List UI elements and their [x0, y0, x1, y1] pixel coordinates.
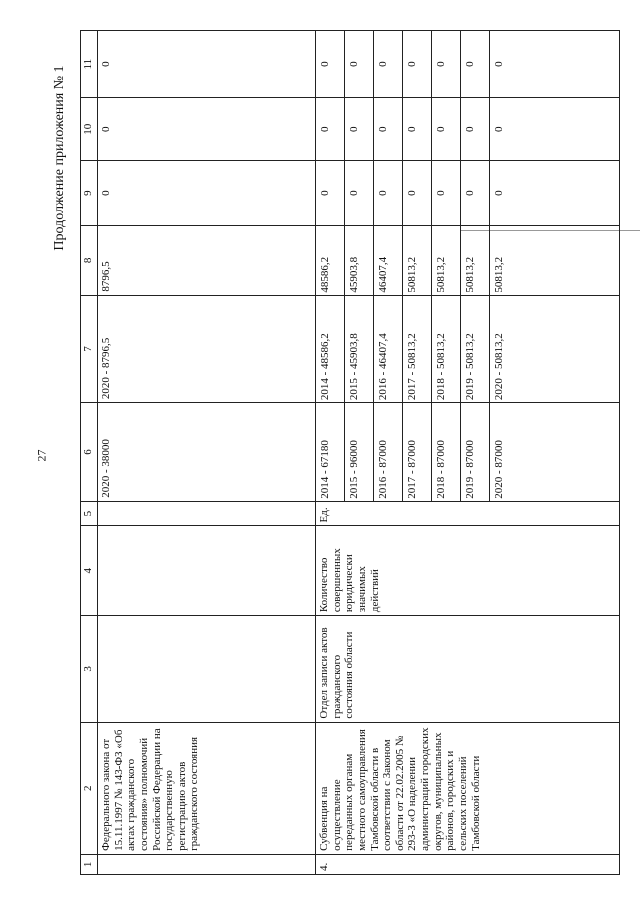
- year-value: 2020 - 87000: [493, 440, 505, 499]
- year-value: 0: [345, 161, 374, 225]
- year-value: 50813,2: [432, 226, 461, 294]
- year-value: 0: [461, 31, 490, 97]
- year-value: 2017 - 50813,2: [403, 296, 432, 403]
- indicator-cell: Количество совершенных юридически значимых действий: [316, 526, 620, 616]
- year-value: 45903,8: [345, 226, 374, 294]
- year-value: 2016 - 46407,4: [374, 296, 403, 403]
- local-budget-cell: [316, 98, 620, 161]
- table-row: [316, 31, 620, 875]
- appendix-title: Продолжение приложения № 1: [52, 65, 67, 251]
- regional-budget-cell: 0: [98, 161, 316, 226]
- other-sources-cell: [316, 31, 620, 98]
- header-cell: 9: [81, 161, 98, 226]
- federal-budget-cell: 8796,5: [98, 226, 316, 295]
- year-value: 2015 - 96000: [345, 403, 374, 501]
- year-value: 2015 - 45903,8: [345, 296, 374, 403]
- executor-cell: [98, 616, 316, 722]
- year-value: 0: [493, 126, 505, 132]
- executor-cell: Отдел записи актов гражданского состояния области: [316, 616, 620, 722]
- funding-cell: 2020 - 8796,5: [98, 295, 316, 403]
- regional-budget-cell: [316, 161, 620, 226]
- year-value: 0: [345, 31, 374, 97]
- year-value: 2018 - 87000: [432, 403, 461, 501]
- other-sources-cell: 0: [98, 31, 316, 98]
- header-cell: 6: [81, 403, 98, 502]
- year-value: 0: [493, 190, 505, 196]
- year-value: 2020 - 50813,2: [493, 333, 505, 401]
- year-value: 2014 - 67180: [316, 403, 345, 501]
- unit-cell: Ед.: [316, 501, 620, 526]
- plan-value-cell: [316, 403, 620, 502]
- year-value: 0: [316, 31, 345, 97]
- unit-cell: [98, 501, 316, 526]
- year-value: 0: [493, 61, 505, 67]
- description-cell: Федерального закона от 15.11.1997 № 143-ФЗ «Об актах гражданского состояния» полномочий Российской Федерации на государственную регистрацию актов гражданского состояния: [98, 722, 316, 854]
- year-value: 0: [461, 98, 490, 160]
- year-value: 0: [345, 98, 374, 160]
- year-value: 48586,2: [316, 226, 345, 294]
- federal-budget-cell: [316, 226, 620, 295]
- plan-value-cell: 2020 - 38000: [98, 403, 316, 502]
- header-cell: 7: [81, 295, 98, 403]
- rotated-table-frame: [80, 30, 620, 875]
- year-value: 2019 - 87000: [461, 403, 490, 501]
- header-cell: 8: [81, 226, 98, 295]
- year-value: 46407,4: [374, 226, 403, 294]
- year-value: 0: [403, 31, 432, 97]
- description-cell: Субвенция на осуществление переданных органам местного самоуправления Тамбовской области в соответствии с Законом области от 22.02.2005 № 293-З «О наделении администраций городских округов, муниципальных районов, городских и сельских поселений Тамбовской области: [316, 722, 620, 854]
- year-value: 2018 - 50813,2: [432, 296, 461, 403]
- year-value: 0: [316, 161, 345, 225]
- year-value: 50813,2: [461, 226, 490, 294]
- year-value: 50813,2: [493, 256, 505, 293]
- year-value: 2017 - 87000: [403, 403, 432, 501]
- year-value: 0: [403, 98, 432, 160]
- year-value: 2016 - 87000: [374, 403, 403, 501]
- header-cell: 1: [81, 854, 98, 874]
- header-cell: 11: [81, 31, 98, 98]
- table-row: [98, 31, 316, 875]
- header-cell: 4: [81, 526, 98, 616]
- header-cell: 3: [81, 616, 98, 722]
- year-value: 2019 - 50813,2: [461, 296, 490, 403]
- header-cell: 10: [81, 98, 98, 161]
- row-number-cell: 4.: [316, 854, 620, 874]
- year-value: 50813,2: [403, 226, 432, 294]
- year-value: 0: [432, 31, 461, 97]
- year-value: 0: [432, 98, 461, 160]
- year-value: 2014 - 48586,2: [316, 296, 345, 403]
- indicator-cell: [98, 526, 316, 616]
- table-container: [80, 30, 620, 875]
- data-table: [80, 30, 620, 875]
- year-value: 0: [316, 98, 345, 160]
- year-value: 0: [374, 161, 403, 225]
- header-cell: 5: [81, 501, 98, 526]
- header-row: [81, 31, 98, 875]
- year-value: 0: [374, 31, 403, 97]
- year-value: 0: [461, 161, 490, 225]
- header-cell: 2: [81, 722, 98, 854]
- local-budget-cell: 0: [98, 98, 316, 161]
- year-value: 0: [374, 98, 403, 160]
- row-number-cell: [98, 854, 316, 874]
- page-number: 27: [34, 449, 49, 462]
- year-value: 0: [403, 161, 432, 225]
- funding-cell: [316, 295, 620, 403]
- year-value: 0: [432, 161, 461, 225]
